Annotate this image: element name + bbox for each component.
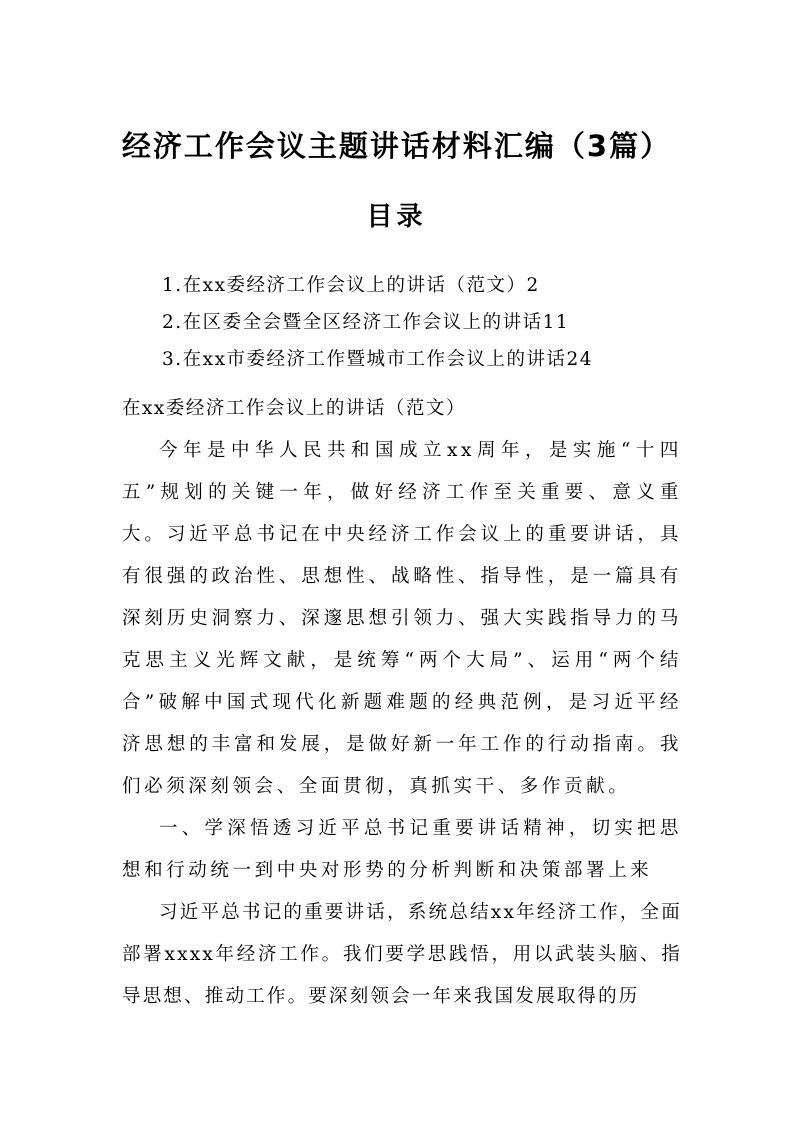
toc-heading: 目录 [366, 202, 427, 232]
paragraph: 今年是中华人民共和国成立xx周年，是实施“十四五”规划的关键一年，做好经济工作至关重要、意义重大。习近平总书记在中央经济工作会议上的重要讲话，具有很强的政治性、思想性、战略性、指导性，是一篇具有深刻历史洞察力、深邃思想引领力、强大实践指导力的马克思主义光辉文献，是统筹“两个大局”、运用“两个结合”破解中国式现代化新题难题的经典范例，是习近平经济思想的丰富和发展，是做好新一年工作的行动指南。我们必须深刻领会、全面贯彻，真抓实干、多作贡献。 [122, 440, 682, 797]
section-title: 在xx委经济工作会议上的讲话（范文） [122, 398, 466, 419]
toc-item[interactable]: 2.在区委全会暨全区经济工作会议上的讲话11 [162, 312, 570, 333]
paragraph: 一、学深悟透习近平总书记重要讲话精神，切实把思想和行动统一到中央对形势的分析判断和决策部署上来 [122, 818, 682, 881]
document-title: 经济工作会议主题讲话材料汇编（3篇） [121, 129, 672, 163]
toc-item[interactable]: 1.在xx委经济工作会议上的讲话（范文）2 [162, 275, 540, 296]
toc-item[interactable]: 3.在xx市委经济工作暨城市工作会议上的讲话24 [162, 349, 594, 370]
table-of-contents [162, 267, 722, 378]
paragraph: 习近平总书记的重要讲话，系统总结xx年经济工作，全面部署xxxx年经济工作。我们要学思践悟，用以武装头脑、指导思想、推动工作。要深刻领会一年来我国发展取得的历 [122, 902, 682, 1007]
document-body [122, 388, 682, 1018]
